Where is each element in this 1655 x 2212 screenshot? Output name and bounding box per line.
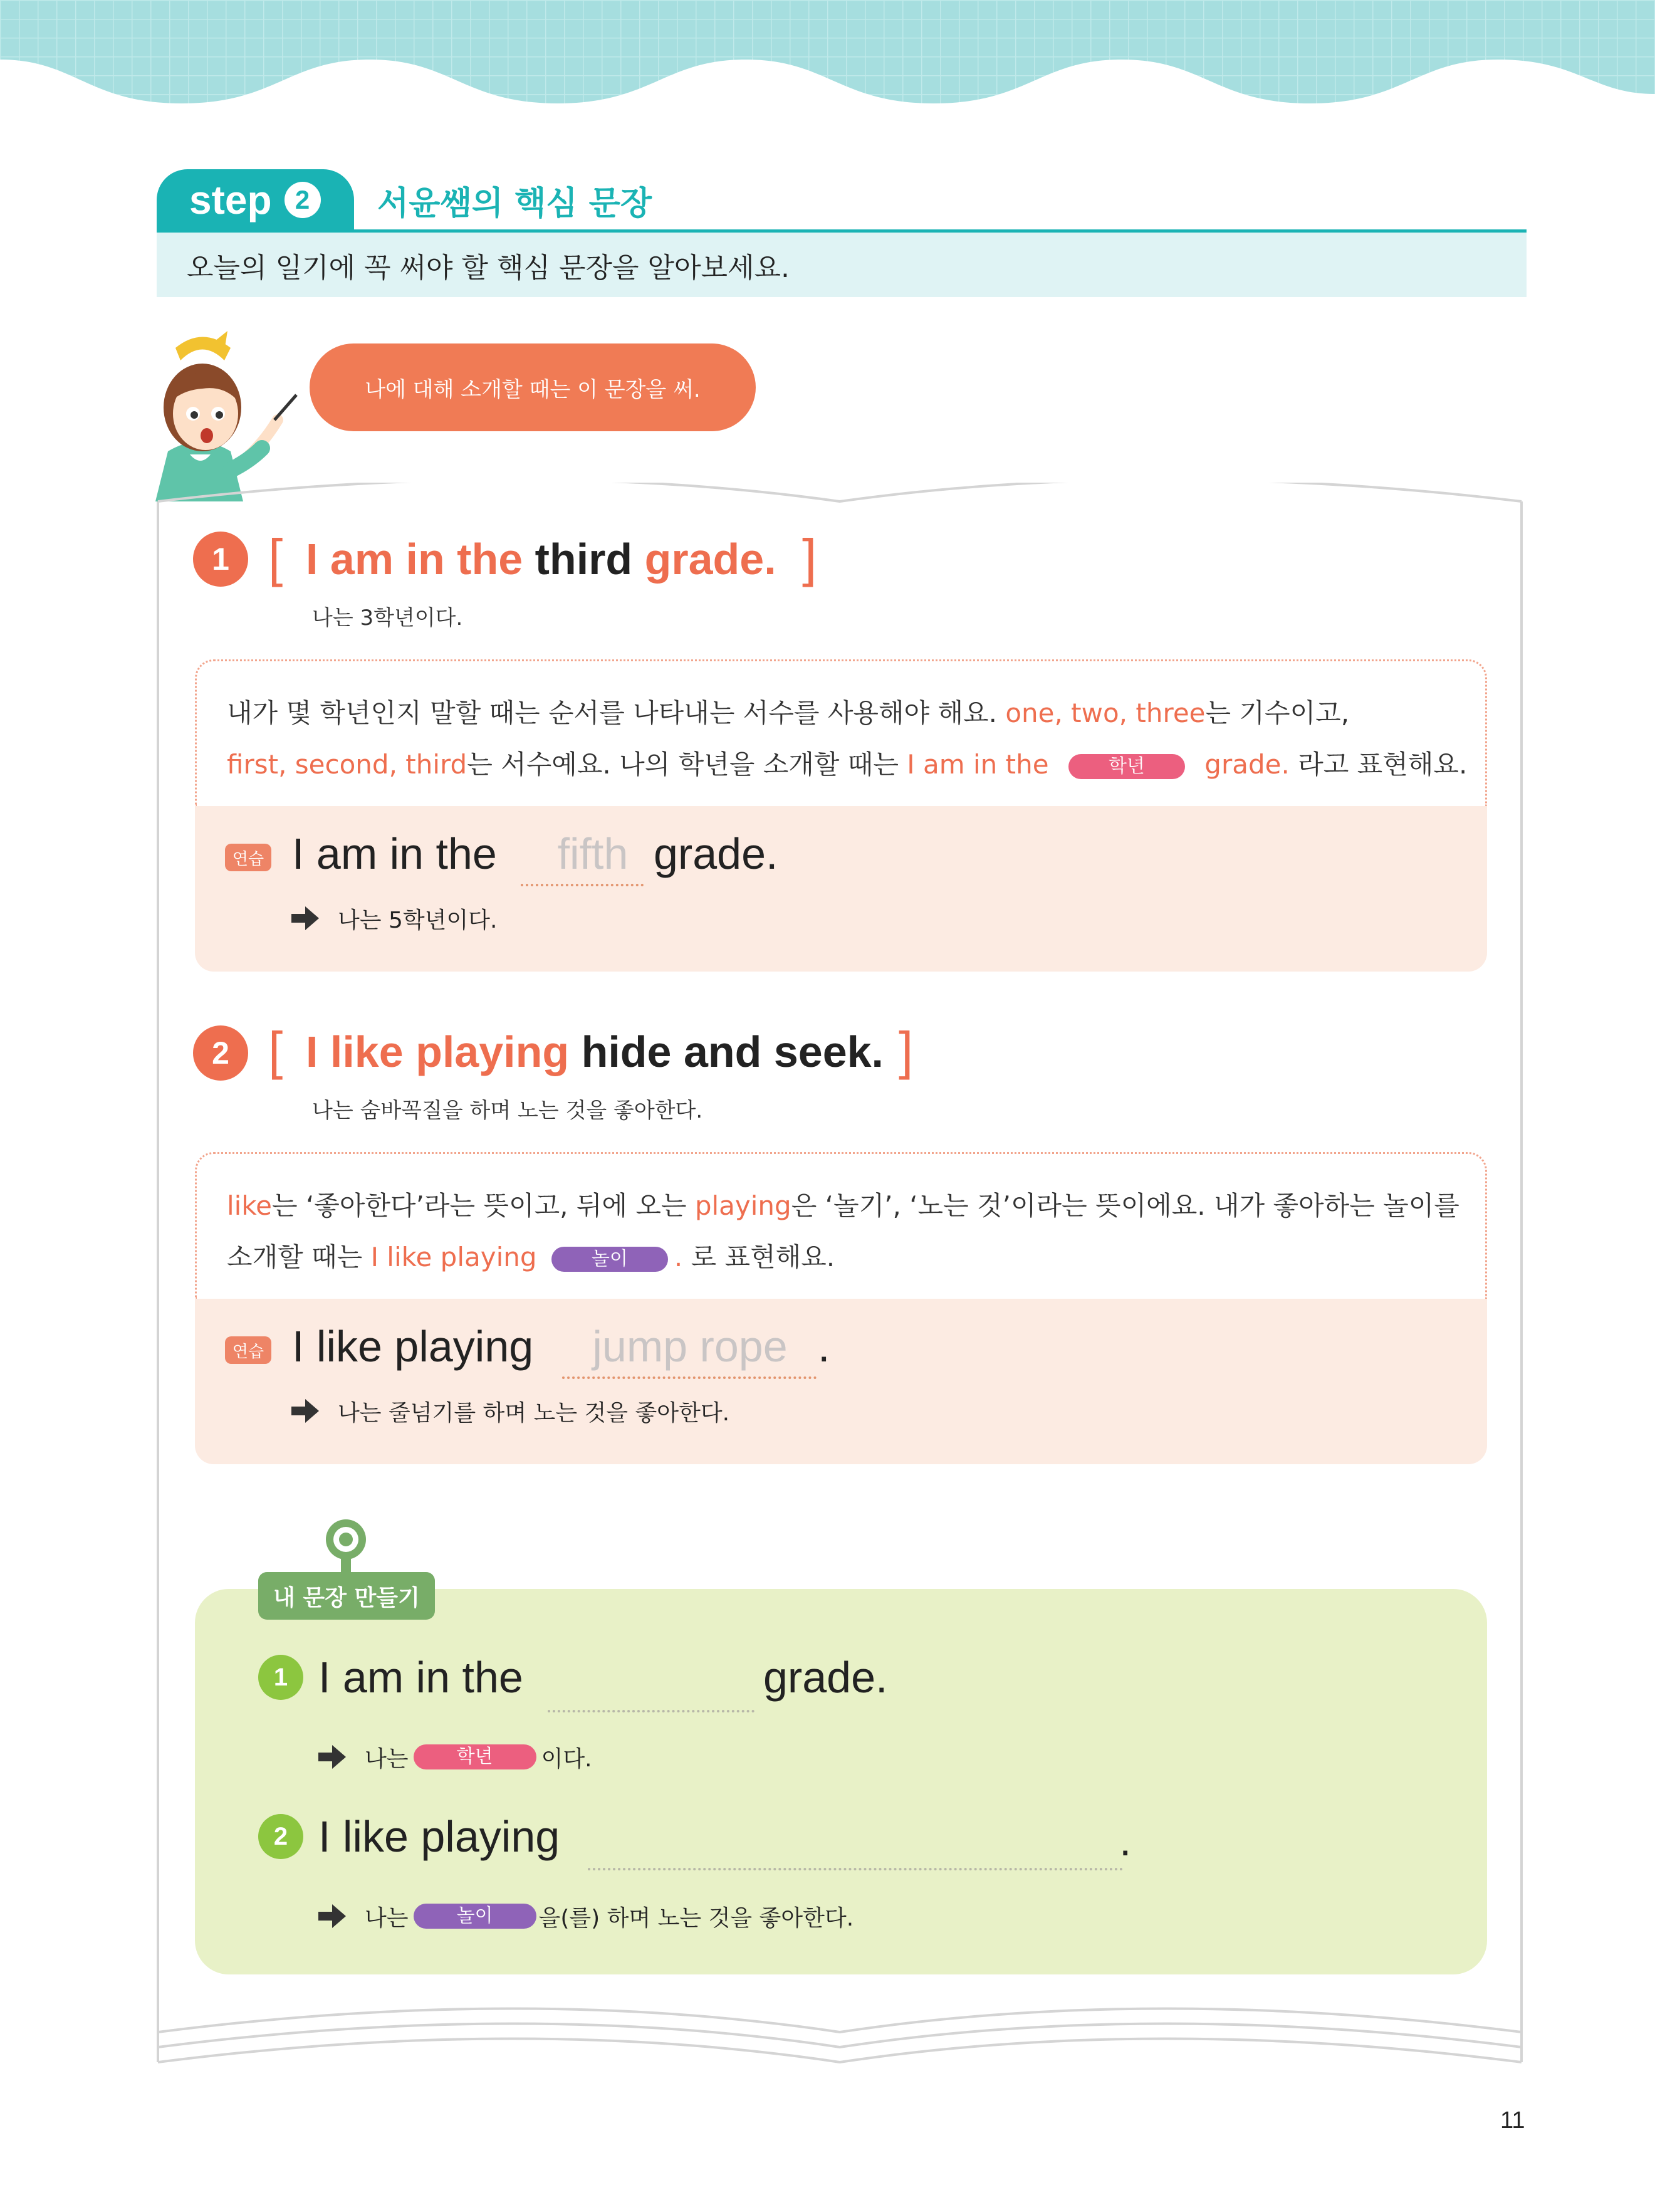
practice-1-blank xyxy=(521,884,644,886)
practice-tag: 연습 xyxy=(225,844,271,871)
my-sentence-2-blank[interactable] xyxy=(588,1868,1123,1870)
my-sentence-1-number: 1 xyxy=(258,1655,303,1700)
sentence-1-key: I am in the third grade. xyxy=(306,535,776,584)
explain-1-line-1: 내가 몇 학년인지 말할 때는 순서를 나타내는 서수를 사용해야 해요. one, two, three는 기수이고, xyxy=(227,698,1350,728)
explain-1-line-2: first, second, third는 서수예요. 나의 학년을 소개할 때는 I am in the 학년 grade. 라고 표현해요. xyxy=(227,749,1468,780)
play-pill: 놀이 xyxy=(551,1247,668,1272)
step-subtitle: 오늘의 일기에 꼭 써야 할 핵심 문장을 알아보세요. xyxy=(157,233,1527,297)
practice-1-answer: fifth xyxy=(557,829,629,878)
explain-2-line-2: 소개할 때는 I like playing 놀이 . 로 표현해요. xyxy=(227,1242,835,1272)
top-wave-banner xyxy=(0,0,1655,113)
arrow-right-icon xyxy=(291,906,319,930)
arrow-right-icon xyxy=(291,1399,319,1423)
clip-icon xyxy=(321,1517,371,1577)
my-sentence-2-number: 2 xyxy=(258,1814,303,1859)
my-sentence-1-blank[interactable] xyxy=(548,1710,754,1712)
sentence-1-korean: 나는 3학년이다. xyxy=(312,605,463,631)
explain-2-line-1: like는 ‘좋아한다’라는 뜻이고, 뒤에 오는 playing은 ‘놀기’, ‘노는 것’이라는 뜻이에요. 내가 좋아하는 놀이를 xyxy=(227,1190,1459,1221)
sentence-1-bracket-close: ] xyxy=(802,528,817,587)
sentence-2-explanation xyxy=(195,1152,1487,1299)
my-sentence-1-korean: 나는 학년 이다. xyxy=(365,1746,592,1772)
practice-2-after: . xyxy=(818,1322,830,1371)
arrow-right-icon xyxy=(318,1904,346,1928)
practice-1-before: I am in the xyxy=(292,829,497,878)
sentence-2-number: 2 xyxy=(193,1025,248,1081)
step-label: step 2 xyxy=(157,169,354,231)
sentence-2-practice xyxy=(195,1299,1487,1464)
sentence-2-key: I like playing hide and seek. xyxy=(306,1027,884,1076)
teacher-illustration xyxy=(143,326,306,501)
step-number: 2 xyxy=(285,182,321,218)
practice-2-before: I like playing xyxy=(292,1322,534,1371)
my-sentence-1-before: I am in the xyxy=(318,1653,523,1702)
practice-1-after: grade. xyxy=(654,829,778,878)
sentence-2-bracket-close: ] xyxy=(899,1021,914,1080)
sentence-1-number: 1 xyxy=(193,532,248,587)
my-sentence-tag: 내 문장 만들기 xyxy=(258,1572,435,1620)
my-sentence-1-after: grade. xyxy=(763,1653,888,1702)
grade-pill: 학년 xyxy=(414,1744,536,1769)
sentence-1-bracket-open: [ xyxy=(268,528,283,587)
practice-2-blank xyxy=(562,1376,817,1379)
practice-2-answer: jump rope xyxy=(592,1322,788,1371)
arrow-right-icon xyxy=(318,1745,346,1769)
speech-bubble: 나에 대해 소개할 때는 이 문장을 써. xyxy=(310,343,756,431)
my-sentence-2-after: . xyxy=(1119,1816,1132,1865)
step-title: 서윤쌤의 핵심 문장 xyxy=(377,185,652,223)
sentence-1-practice xyxy=(195,806,1487,972)
practice-tag: 연습 xyxy=(225,1336,271,1364)
page-number: 11 xyxy=(1500,2107,1525,2134)
my-sentence-2-korean: 나는 놀이 을(를) 하며 노는 것을 좋아한다. xyxy=(365,1905,854,1931)
my-sentence-2-before: I like playing xyxy=(318,1812,560,1861)
sentence-2-bracket-open: [ xyxy=(268,1021,283,1080)
play-pill: 놀이 xyxy=(414,1904,536,1929)
practice-1-korean: 나는 5학년이다. xyxy=(338,908,498,933)
practice-2-korean: 나는 줄넘기를 하며 노는 것을 좋아한다. xyxy=(338,1400,730,1426)
sentence-2-korean: 나는 숨바꼭질을 하며 노는 것을 좋아한다. xyxy=(312,1098,703,1123)
grade-pill: 학년 xyxy=(1068,754,1185,779)
sentence-1-explanation xyxy=(195,659,1487,806)
